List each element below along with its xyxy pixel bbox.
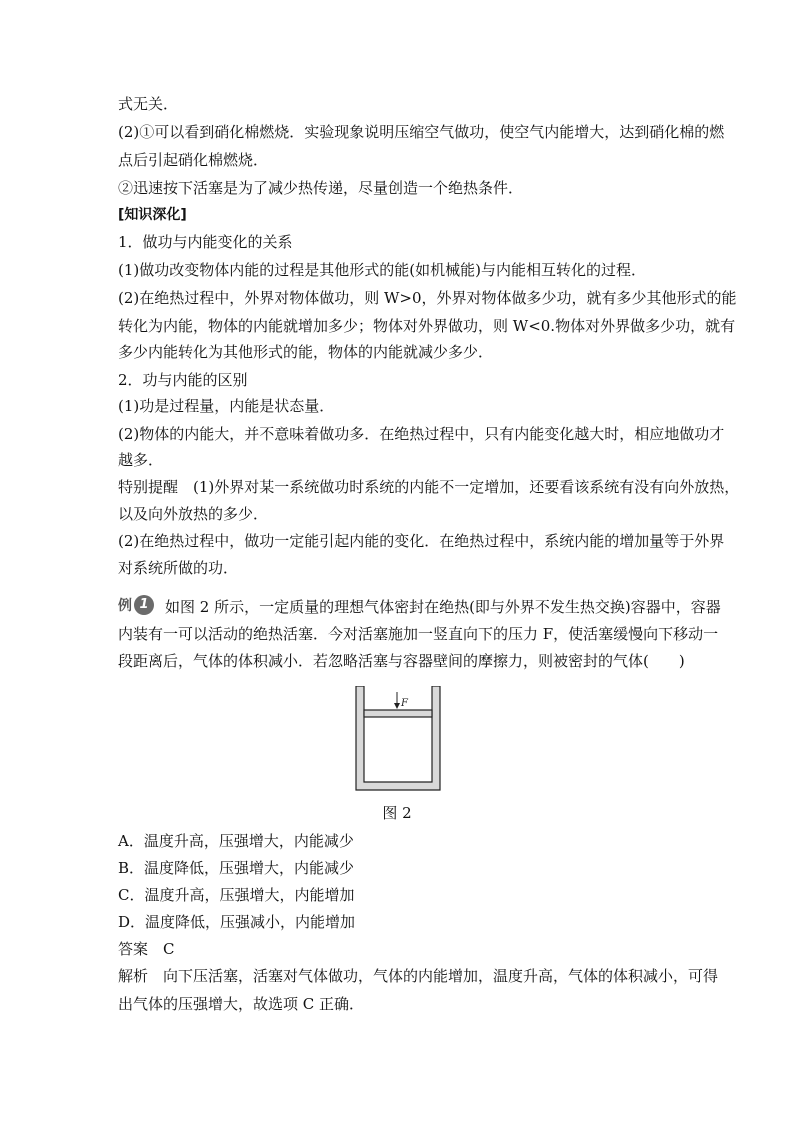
- example-label: 例: [118, 598, 132, 614]
- section-heading: [知识深化]: [118, 207, 187, 223]
- text-line: 越多．: [118, 451, 164, 469]
- example-text: 如图 2 所示，一定质量的理想气体密封在绝热(即与外界不发生热交换)容器中，容器: [165, 598, 721, 616]
- text-line: (1)功是过程量，内能是状态量．: [118, 397, 335, 415]
- text-line: (1)做功改变物体内能的过程是其他形式的能(如机械能)与内能相互转化的过程．: [118, 261, 646, 279]
- text-line: (2)①可以看到硝化棉燃烧．实验现象说明压缩空气做功，使空气内能增大，达到硝化棉的燃: [118, 123, 725, 141]
- analysis-line: 出气体的压强增大，故选项 C 正确．: [118, 995, 365, 1013]
- text-line: 转化为内能，物体的内能就增加多少；物体对外界做功，则 W<0.物体对外界做多少功，就有: [118, 317, 736, 335]
- force-label: F: [401, 698, 408, 709]
- text-line: 多少内能转化为其他形式的能，物体的内能就减少多少．: [118, 343, 494, 361]
- text-line: (2)物体的内能大，并不意味着做功多．在绝热过程中，只有内能变化越大时，相应地做功才: [118, 425, 725, 443]
- option-b: B．温度降低，压强增大，内能减少: [118, 859, 355, 877]
- text-line: (2)在绝热过程中，外界对物体做功，则 W>0，外界对物体做多少功，就有多少其他形式的能: [118, 289, 737, 307]
- figure-caption: 图 2: [382, 804, 412, 822]
- text-line: ②迅速按下活塞是为了减少热传递，尽量创造一个绝热条件．: [118, 179, 524, 197]
- text-line: 式无关．: [118, 95, 179, 113]
- option-d: D．温度降低，压强减小，内能增加: [118, 913, 356, 931]
- text-line: 点后引起硝化棉燃烧．: [118, 151, 269, 169]
- example-number: 1: [134, 595, 154, 615]
- text-line: 以及向外放热的多少．: [118, 505, 269, 523]
- subsection-title: 1．做功与内能变化的关系: [118, 233, 293, 251]
- force-arrowhead: [394, 703, 400, 709]
- analysis-line: 解析 向下压活塞，活塞对气体做功，气体的内能增加，温度升高，气体的体积减小，可得: [118, 967, 719, 985]
- option-a: A．温度升高，压强增大，内能减少: [118, 832, 354, 850]
- option-c: C．温度升高，压强增大，内能增加: [118, 886, 355, 904]
- note-line: 特别提醒 (1)外界对某一系统做功时系统的内能不一定增加，还要看该系统有没有向外放热，: [118, 478, 740, 496]
- container-walls: [356, 686, 440, 790]
- text-line: 对系统所做的功．: [118, 559, 239, 577]
- piston: [364, 710, 432, 717]
- subsection-title: 2．功与内能的区别: [118, 371, 248, 389]
- example-text: 内装有一可以活动的绝热活塞．今对活塞施加一竖直向下的压力 F，使活塞缓慢向下移动一: [118, 625, 719, 643]
- example-badge: [118, 594, 154, 616]
- text-line: (2)在绝热过程中，做功一定能引起内能的变化．在绝热过程中，系统内能的增加量等于外界: [118, 532, 725, 550]
- answer-line: 答案 C: [118, 940, 175, 958]
- container-piston-figure: [355, 686, 441, 792]
- example-text: 段距离后，气体的体积减小．若忽略活塞与容器壁间的摩擦力，则被密封的气体( ): [118, 652, 685, 670]
